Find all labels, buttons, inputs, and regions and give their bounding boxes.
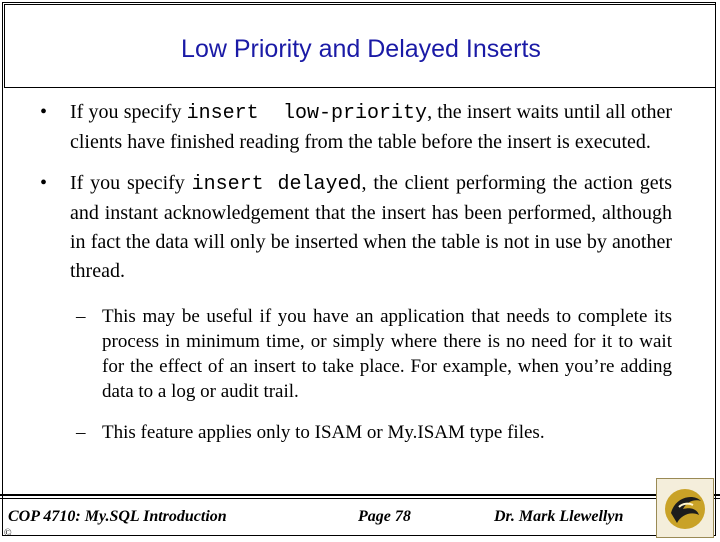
sub-bullet-text: This may be useful if you have an application that needs to complete its process in minimum time, or simply where there is no need for it to wait for the effect of an insert to take place. For example, when you’re adding data to a log or audit trail. (102, 306, 672, 402)
bullet-code: insert delayed (191, 173, 362, 196)
bullet-text-post: , the client performing the action gets and instant acknowledgement that the insert has been performed, although in fact the data will only be inserted when the table is not in use by another thread. (70, 172, 672, 282)
footer-author: Dr. Mark Llewellyn (494, 508, 624, 525)
copyright-mark: © (4, 528, 12, 539)
title-box (4, 4, 716, 88)
bullet-mark: • (40, 172, 48, 194)
slide-title: Low Priority and Delayed Inserts (181, 35, 541, 63)
bullet-text-post: , the insert waits until all other clients have finished reading from the table before the insert is executed. (70, 101, 673, 153)
sub-bullet-text: This feature applies only to ISAM or My.ISAM type files. (102, 422, 545, 443)
bullet-item (40, 169, 672, 286)
bullet-text-pre: If you specify (70, 172, 192, 194)
bullet-mark: • (40, 101, 48, 123)
sub-bullet-item (68, 304, 672, 404)
bullet-text-pre: If you specify (70, 101, 187, 123)
footer-course: COP 4710: My.SQL Introduction (8, 508, 227, 525)
footer-divider (0, 494, 720, 499)
bullet-code: insert low-priority (186, 102, 428, 125)
slide-content (40, 98, 672, 445)
sub-bullet-item (68, 420, 672, 445)
bullet-item (40, 98, 672, 157)
sub-bullet-mark: – (76, 306, 86, 327)
footer-page: Page 78 (358, 508, 411, 525)
sub-bullet-mark: – (76, 422, 86, 443)
ucf-pegasus-logo-icon (656, 478, 714, 538)
